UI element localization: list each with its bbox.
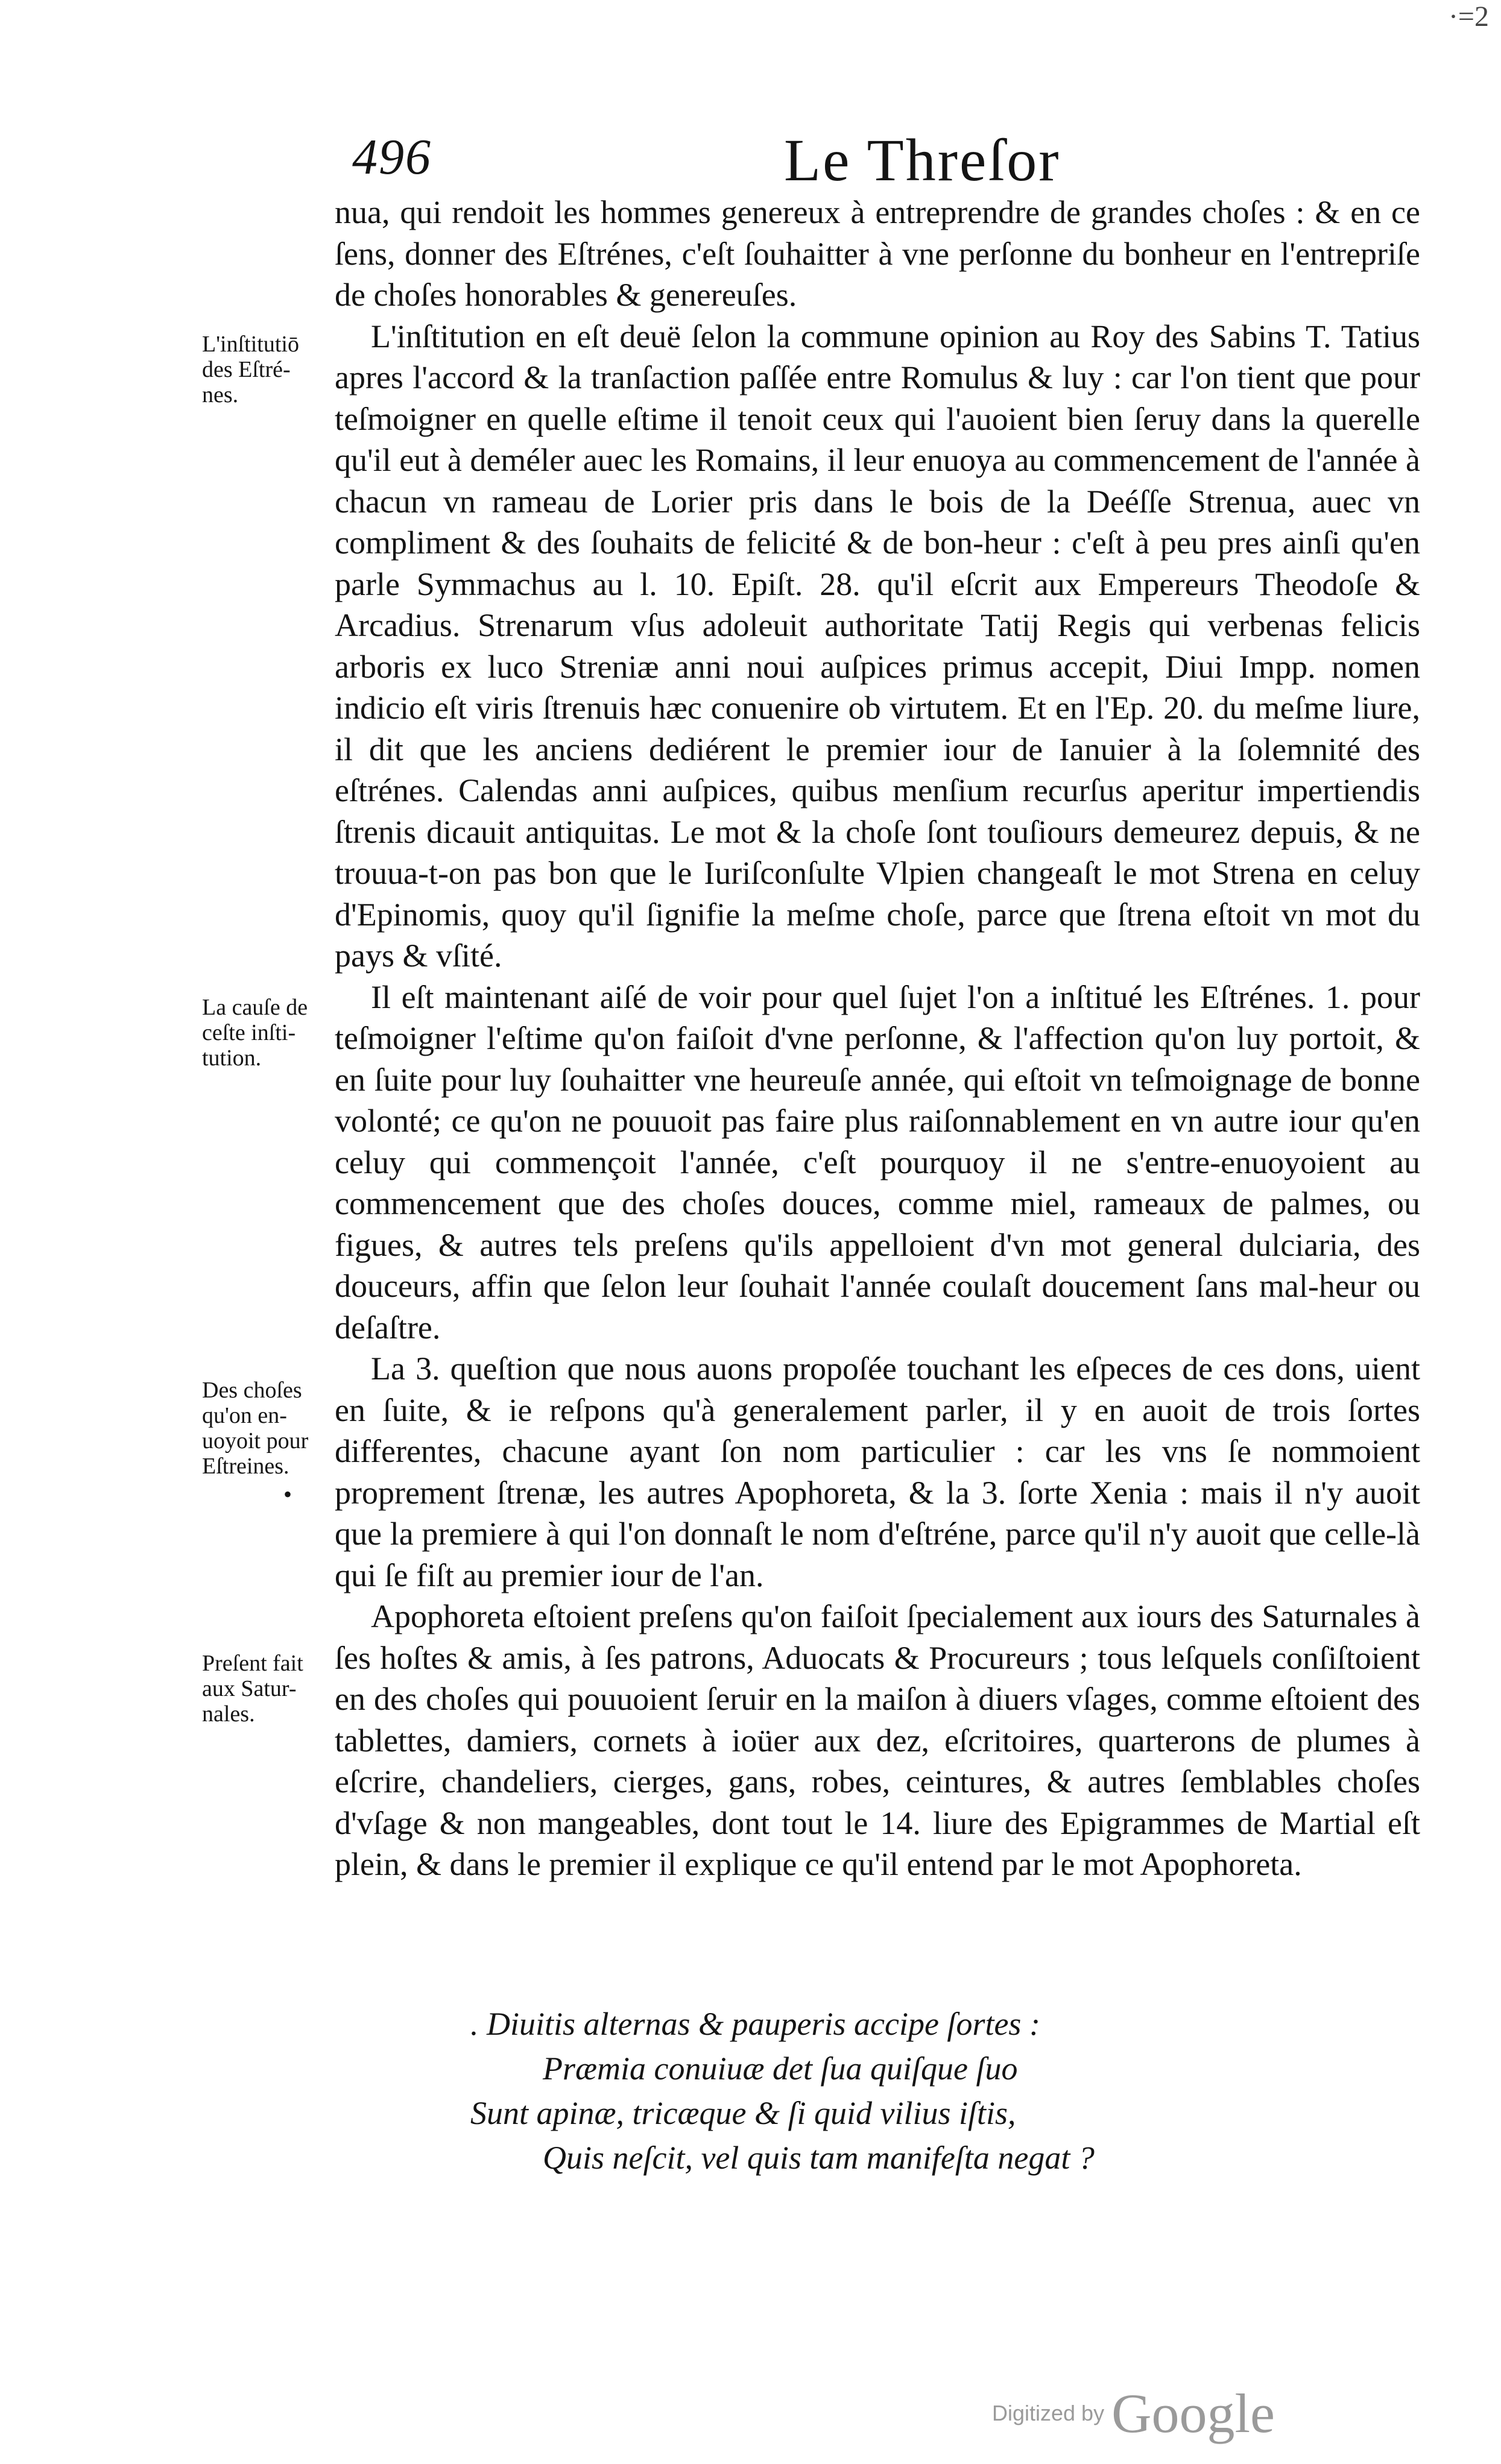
body-text — [335, 192, 1420, 1885]
watermark-prefix: Digitized by — [992, 2401, 1105, 2425]
paragraph-2: L'inſtitution en eſt deuë ſelon la commune opinion au Roy des Sabins T. Tatius apres l'accord & la tranſaction paſſée entre Romulus & luy : car l'on tient que pour teſmoigner en quelle eſtime il tenoit ceux qui l'auoient bien ſeruy dans la querelle qu'il eut à deméler auec les Romains, il leur enuoya au commencement de l'année à chacun vn rameau de Lorier pris dans le bois de la Deéſſe Strenua, auec vn compliment & des ſouhaits de felicité & de bon-heur : c'eſt à peu pres ainſi qu'en parle Symmachus au l. 10. Epiſt. 28. qu'il eſcrit aux Empereurs Theodoſe & Arcadius. Strenarum vſus adoleuit authoritate Tatij Regis qui verbenas felicis arboris ex luco Streniæ anni noui auſpices primus accepit, Diui Impp. nomen indicio eſt viris ſtrenuis hæc conuenire ob virtutem. Et en l'Ep. 20. du meſme liure, il dit que les anciens dediérent le premier iour de Ianuier à la ſolemnité des eſtrénes. Calendas anni auſpices, quibus menſium recurſus aperitur impertiendis ſtrenis dicauit antiquitas. Le mot & la choſe ſont touſiours demeurez depuis, & ne trouua-t-on pas bon que le Iuriſconſulte Vlpien changeaſt le mot Strena en celuy d'Epinomis, quoy qu'il ſignifie la meſme choſe, parce que ſtrena eſtoit vn mot du pays & vſité. — [335, 318, 1420, 974]
paragraph-5: Apophoreta eſtoient preſens qu'on faiſoit ſpecialement aux iours des Saturnales à ſes hoſtes & amis, à ſes patrons, Aduocats & Procureurs ; tous leſquels conſiſtoient en des choſes qui pouuoient ſeruir en la maiſon à diuers vſages, comme eſtoient des tablettes, damiers, cornets à ioüer aux dez, eſcritoires, quarterons de plumes à eſcrire, chandeliers, cierges, gans, robes, ceintures, & autres ſemblables choſes d'vſage & non mangeables, dont tout le 14. liure des Epigrammes de Martial eſt plein, & dans le premier il explique ce qu'il entend par le mot Apophoreta. — [335, 1598, 1420, 1882]
verse-line: Sunt apinæ, tricæque & ſi quid vilius iſtis, — [470, 2095, 1016, 2131]
running-title: Le Threſor — [784, 127, 1061, 194]
verse-line: Quis neſcit, vel quis tam manifeſta negat ? — [543, 2140, 1095, 2176]
google-logo: Google — [1111, 2383, 1275, 2444]
verse-quotation — [470, 2002, 1095, 2180]
margin-note-presents: Des choſes qu'on en- uoyoit pour Eſtreines. — [202, 1378, 309, 1479]
verse-line: . Diuitis alternas & pauperis accipe ſortes : — [470, 2006, 1040, 2042]
paragraph-4: La 3. queſtion que nous auons propoſée touchant les eſpeces de ces dons, uient en ſuite, & ie reſpons qu'à generalement parler, il y en auoit de trois ſortes differentes, chacune ayant ſon nom particulier : car les vns ſe nommoient proprement ſtrenæ, les autres Apophoreta, & la 3. ſorte Xenia : mais il n'y auoit que la premiere à qui l'on donnaſt le nom d'eſtréne, parce qu'il n'y auoit que celle-là qui ſe fiſt au premier iour de l'an. — [335, 1350, 1420, 1593]
google-watermark — [992, 2381, 1275, 2445]
bullet-mark: • — [283, 1481, 292, 1508]
margin-note-saturnalia: Preſent fait aux Satur- nales. — [202, 1651, 303, 1727]
paragraph-1: nua, qui rendoit les hommes genereux à entreprendre de grandes choſes : & en ce ſens, donner des Eſtrénes, c'eſt ſouhaitter à vne perſonne du bonheur en l'entrepriſe de choſes honorables & genereuſes. — [335, 194, 1420, 313]
corner-mark: ·=2 — [1448, 1, 1489, 33]
margin-note-cause: La cauſe de ceſte inſti- tution. — [202, 995, 308, 1071]
verse-line: Præmia conuiuæ det ſua quiſque ſuo — [543, 2050, 1018, 2087]
margin-note-institution: L'inſtitutiō des Eſtré- nes. — [202, 332, 299, 408]
paragraph-3: Il eſt maintenant aiſé de voir pour quel ſujet l'on a inſtitué les Eſtrénes. 1. pour teſmoigner l'eſtime qu'on faiſoit d'vne perſonne, & l'affection qu'on luy portoit, & en ſuite pour luy ſouhaitter vne heureuſe année, qui eſtoit vn teſmoignage de bonne volonté; ce qu'on ne pouuoit pas faire plus raiſonnablement en vn autre iour qu'en celuy qui commençoit l'année, c'eſt pourquoy il ne s'entre-enuoyoient au commencement que des choſes douces, comme miel, rameaux de palmes, ou figues, & autres tels preſens qu'ils appelloient d'vn mot general dulciaria, des douceurs, affin que ſelon leur ſouhait l'année coulaſt doucement ſans mal-heur ou deſaſtre. — [335, 978, 1420, 1346]
page-number: 496 — [352, 129, 432, 185]
